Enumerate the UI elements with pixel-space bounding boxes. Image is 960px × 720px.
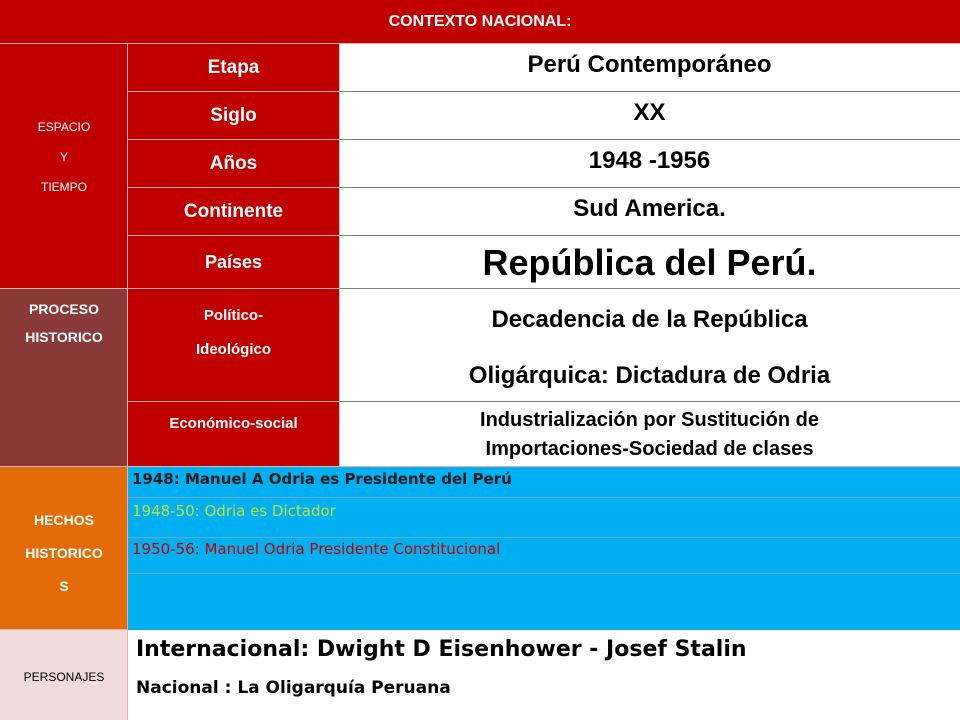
politico-value-line: Decadencia de la República	[491, 305, 808, 333]
row-value: 1948 -1956	[588, 147, 711, 174]
economico-value-line: Importaciones-Sociedad de clases	[485, 437, 814, 460]
label-divider	[0, 288, 339, 289]
economico-social-value	[339, 402, 960, 467]
label-divider	[128, 401, 339, 402]
row-label-anos	[128, 140, 339, 188]
row-label: Años	[209, 153, 258, 174]
row-label: Países	[204, 252, 263, 272]
label-divider	[0, 466, 960, 467]
row-value: XX	[633, 99, 666, 126]
politico-label-line: Ideológico	[196, 341, 271, 358]
internacional-text: Internacional: Dwight D Eisenhower - Josef Stalin	[136, 637, 747, 662]
label-divider	[128, 187, 339, 188]
column-divider	[339, 44, 340, 467]
table-divider	[339, 91, 960, 92]
hechos-divider	[128, 573, 960, 574]
politico-ideologico-value	[339, 289, 960, 402]
politico-ideologico-label	[128, 289, 339, 402]
title-bar	[0, 0, 960, 44]
row-value-anos	[339, 140, 960, 188]
column-divider	[127, 44, 128, 720]
row-value-continente	[339, 188, 960, 236]
row-label-siglo	[128, 92, 339, 140]
economico-label: Económico-social	[169, 415, 298, 432]
label-divider	[128, 235, 339, 236]
espacio-tiempo-label	[0, 44, 128, 289]
row-value-siglo	[339, 92, 960, 140]
hechos-divider	[128, 497, 960, 498]
title-divider	[0, 43, 960, 44]
label-divider	[0, 629, 128, 630]
hechos-label-line: HECHOS	[34, 512, 94, 528]
hechos-label-line: S	[59, 578, 69, 594]
personajes-internacional	[136, 637, 747, 662]
label-divider	[128, 139, 339, 140]
hechos-historicos-label	[0, 467, 128, 630]
row-label: Siglo	[210, 105, 257, 126]
row-label: Etapa	[207, 57, 260, 78]
row-label-paises	[128, 236, 339, 289]
table-divider	[339, 288, 960, 289]
proceso-historico-label	[0, 289, 128, 467]
table-divider	[339, 187, 960, 188]
row-value: República del Perú.	[482, 241, 817, 283]
hecho-text: 1948: Manuel A Odria es Presidente del Perú	[132, 470, 512, 488]
row-label: Continente	[183, 201, 284, 222]
espacio-label-line: Y	[59, 149, 68, 164]
economico-social-label	[128, 402, 339, 467]
row-value-paises	[339, 236, 960, 289]
espacio-label-line: ESPACIO	[37, 119, 91, 134]
hechos-divider	[128, 537, 960, 538]
page-title: CONTEXTO NACIONAL:	[388, 13, 572, 30]
row-label-continente	[128, 188, 339, 236]
table-divider	[339, 235, 960, 236]
row-value-etapa	[339, 44, 960, 92]
espacio-label-line: TIEMPO	[40, 179, 87, 194]
row-value: Perú Contemporáneo	[527, 51, 772, 78]
row-value: Sud America.	[573, 195, 726, 222]
politico-value-line: Oligárquica: Dictadura de Odria	[468, 361, 831, 389]
personajes-label-text: PERSONAJES	[23, 670, 105, 684]
hechos-label-line: HISTORICO	[25, 545, 103, 561]
economico-value-line: Industrialización por Sustitución de	[480, 408, 819, 431]
hecho-text: 1950-56: Manuel Odria Presidente Constitucional	[132, 540, 501, 558]
nacional-text: Nacional : La Oligarquía Peruana	[136, 678, 451, 698]
personajes-label	[0, 630, 128, 720]
proceso-label-line: PROCESO	[28, 301, 99, 317]
table-divider	[339, 139, 960, 140]
label-divider	[128, 91, 339, 92]
hecho-item-1948-50	[132, 502, 336, 520]
row-label-etapa	[128, 44, 339, 92]
personajes-nacional	[136, 678, 451, 698]
hecho-item-1950-56	[132, 540, 500, 558]
hecho-text: 1948-50: Odria es Dictador	[132, 502, 336, 520]
hecho-item-1948	[132, 470, 512, 488]
politico-label-line: Político-	[203, 307, 264, 324]
table-divider	[339, 401, 960, 402]
proceso-label-line: HISTORICO	[25, 329, 103, 345]
